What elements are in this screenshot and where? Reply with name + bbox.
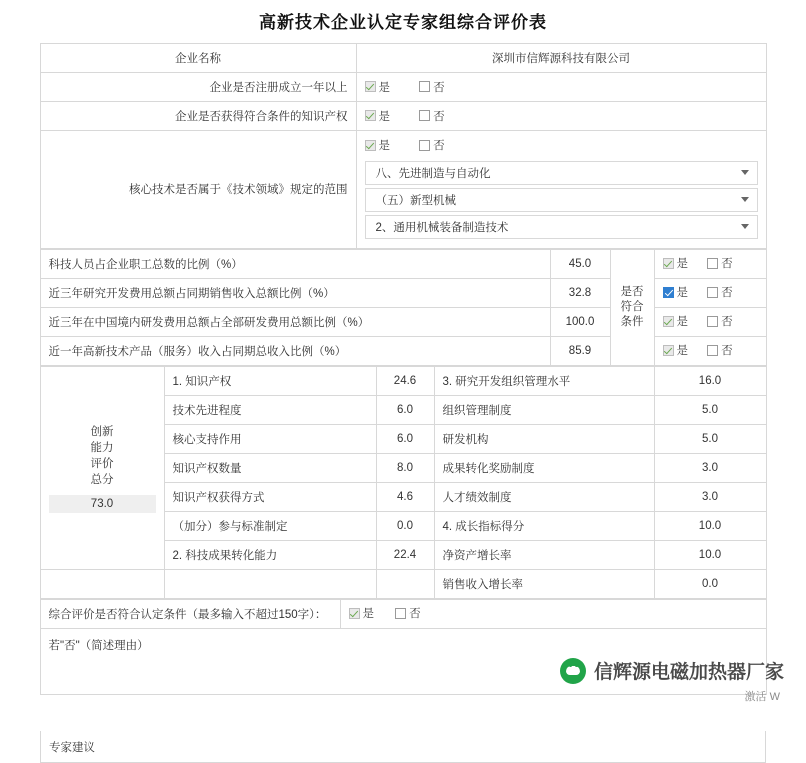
indicator-choices-1 (654, 278, 766, 307)
indicator-3-yes-label: 是 (676, 345, 688, 358)
innov-left-value-5: 0.0 (376, 511, 434, 540)
indicator-1-yes-label: 是 (676, 287, 688, 300)
checkbox-icon (365, 140, 376, 151)
watermark-text: 信辉源电磁加热器厂家 (593, 662, 784, 683)
innov-left-label-3: 知识产权数量 (164, 453, 376, 482)
indicator-value-2: 100.0 (550, 307, 610, 336)
indicator-1-no-checkbox[interactable] (707, 284, 733, 300)
checkbox-icon (707, 287, 718, 298)
checkbox-icon (395, 608, 406, 619)
q1-no-checkbox[interactable] (419, 79, 445, 95)
table-row (40, 307, 766, 336)
activation-notice: 激活 W (744, 691, 780, 703)
q3-label: 核心技术是否属于《技术领域》规定的范围 (40, 131, 356, 249)
q3-yes-checkbox[interactable] (365, 137, 391, 153)
checkbox-icon (707, 316, 718, 327)
innov-left-label-4: 知识产权获得方式 (164, 482, 376, 511)
expert-advice-box[interactable] (40, 731, 766, 763)
innovation-title-1: 创新 (90, 425, 114, 438)
indicator-3-yes-checkbox[interactable] (663, 342, 689, 358)
innov-right-label-1: 组织管理制度 (434, 395, 654, 424)
summary-choices (340, 599, 766, 628)
summary-yes-checkbox[interactable] (349, 605, 375, 621)
indicator-choices-3 (654, 336, 766, 365)
checkbox-icon (663, 316, 674, 327)
summary-yes-label: 是 (362, 608, 374, 621)
innovation-total-cell (40, 366, 164, 569)
q3-no-label: 否 (433, 140, 445, 152)
innovation-total-value: 73.0 (49, 495, 156, 513)
innov-right-value-3: 3.0 (654, 453, 766, 482)
indicator-2-yes-label: 是 (676, 316, 688, 329)
q3-no-checkbox[interactable] (419, 137, 445, 153)
indicator-1-yes-checkbox[interactable] (663, 284, 689, 300)
watermark (560, 657, 784, 684)
indicator-label-1: 近三年研究开发费用总额占同期销售收入总额比例（%） (40, 278, 550, 307)
indicator-2-yes-checkbox[interactable] (663, 313, 689, 329)
innov-right-label-2: 研发机构 (434, 424, 654, 453)
checkbox-icon (663, 287, 674, 298)
header-table (40, 43, 767, 249)
innovation-title-2: 能力 (90, 441, 114, 454)
checkbox-icon (707, 345, 718, 356)
q2-no-label: 否 (433, 110, 445, 123)
table-row (40, 249, 766, 278)
indicators-table (40, 249, 767, 366)
checkbox-icon (663, 345, 674, 356)
indicator-label-3: 近一年高新技术产品（服务）收入占同期总收入比例（%） (40, 336, 550, 365)
innov-left-value-1: 6.0 (376, 395, 434, 424)
q2-yes-label: 是 (378, 110, 390, 123)
indicator-value-0: 45.0 (550, 249, 610, 278)
table-row (40, 44, 766, 73)
q1-yes-label: 是 (378, 81, 390, 94)
innov-right-value-2: 5.0 (654, 424, 766, 453)
indicator-0-yes-label: 是 (676, 258, 688, 271)
indicator-value-1: 32.8 (550, 278, 610, 307)
tech-field-select-1[interactable] (365, 161, 758, 185)
innov-left-value-2: 6.0 (376, 424, 434, 453)
table-row (40, 336, 766, 365)
q1-no-label: 否 (433, 81, 445, 94)
innovation-title-3: 评价 (90, 457, 114, 470)
innov-right-label-4: 人才绩效制度 (434, 482, 654, 511)
table-row (40, 102, 766, 131)
company-name-value: 深圳市信辉源科技有限公司 (356, 44, 766, 73)
tech-field-select-2-value: （五）新型机械 (375, 194, 456, 207)
q1-label: 企业是否注册成立一年以上 (40, 73, 356, 102)
innov-left-value-4: 4.6 (376, 482, 434, 511)
checkbox-icon (365, 110, 376, 121)
table-row (40, 73, 766, 102)
checkbox-icon (663, 258, 674, 269)
q2-label: 企业是否获得符合条件的知识产权 (40, 102, 356, 131)
q2-no-checkbox[interactable] (419, 108, 445, 124)
table-row (40, 278, 766, 307)
indicator-1-no-label: 否 (721, 287, 733, 300)
innov-left-label-1: 技术先进程度 (164, 395, 376, 424)
innov-right-value-4: 3.0 (654, 482, 766, 511)
innov-left-value-3: 8.0 (376, 453, 434, 482)
tech-field-select-1-value: 八、先进制造与自动化 (375, 167, 491, 180)
innov-right-value-7: 0.0 (654, 569, 766, 598)
indicator-0-no-label: 否 (721, 258, 733, 271)
table-row (40, 366, 766, 395)
innov-right-value-1: 5.0 (654, 395, 766, 424)
innov-right-value-6: 10.0 (654, 540, 766, 569)
chevron-down-icon (741, 224, 749, 229)
tech-field-select-3[interactable] (365, 215, 758, 239)
innov-right-label-3: 成果转化奖励制度 (434, 453, 654, 482)
indicator-choices-0 (654, 249, 766, 278)
q2-choices (356, 102, 766, 131)
summary-no-label: 否 (409, 608, 421, 621)
table-row (40, 131, 766, 249)
tech-field-select-2[interactable] (365, 188, 758, 212)
table-row (40, 569, 766, 598)
innov-right-label-5: 4. 成长指标得分 (434, 511, 654, 540)
innovation-title-4: 总分 (90, 473, 114, 486)
q3-choices (365, 135, 758, 158)
innovation-table (40, 366, 767, 599)
summary-label: 综合评价是否符合认定条件（最多输入不超过150字）： (40, 599, 340, 628)
indicators-condition-label: 是否 符合 条件 (610, 249, 654, 365)
q3-yes-label: 是 (378, 140, 390, 152)
q1-choices (356, 73, 766, 102)
q3-cell (356, 131, 766, 249)
q1-yes-checkbox[interactable] (365, 79, 391, 95)
indicator-choices-2 (654, 307, 766, 336)
indicator-label-0: 科技人员占企业职工总数的比例（%） (40, 249, 550, 278)
innov-right-label-0: 3. 研究开发组织管理水平 (434, 366, 654, 395)
checkbox-icon (419, 140, 430, 151)
indicator-0-no-checkbox[interactable] (707, 255, 733, 271)
innov-left-value-0: 24.6 (376, 366, 434, 395)
expert-advice-label: 专家建议 (49, 741, 95, 754)
indicator-2-no-label: 否 (721, 316, 733, 329)
innov-right-value-0: 16.0 (654, 366, 766, 395)
innov-right-label-7: 销售收入增长率 (434, 569, 654, 598)
indicator-3-no-label: 否 (721, 345, 733, 358)
checkbox-icon (365, 81, 376, 92)
innov-right-label-6: 净资产增长率 (434, 540, 654, 569)
checkbox-icon (707, 258, 718, 269)
table-row (40, 599, 766, 628)
indicator-label-2: 近三年在中国境内研发费用总额占全部研发费用总额比例（%） (40, 307, 550, 336)
checkbox-icon (419, 81, 430, 92)
checkbox-icon (419, 110, 430, 121)
company-name-label: 企业名称 (40, 44, 356, 73)
chevron-down-icon (741, 170, 749, 175)
chevron-down-icon (741, 197, 749, 202)
innov-left-label-5: （加分）参与标准制定 (164, 511, 376, 540)
q2-yes-checkbox[interactable] (365, 108, 391, 124)
innov-right-value-5: 10.0 (654, 511, 766, 540)
innov-left-label-0: 1. 知识产权 (164, 366, 376, 395)
checkbox-icon (349, 608, 360, 619)
brand-logo-icon (560, 658, 586, 684)
innov-left-label-6: 2. 科技成果转化能力 (164, 540, 376, 569)
summary-no-checkbox[interactable] (395, 605, 421, 621)
indicator-0-yes-checkbox[interactable] (663, 255, 689, 271)
innov-left-label-2: 核心支持作用 (164, 424, 376, 453)
page-title: 高新技术企业认定专家组综合评价表 (259, 13, 547, 32)
indicator-3-no-checkbox[interactable] (707, 342, 733, 358)
indicator-2-no-checkbox[interactable] (707, 313, 733, 329)
summary-reason-input[interactable]: 若"否"（简述理由） (40, 628, 766, 694)
tech-field-select-3-value: 2、通用机械装备制造技术 (375, 221, 509, 234)
indicator-value-3: 85.9 (550, 336, 610, 365)
innov-left-value-6: 22.4 (376, 540, 434, 569)
